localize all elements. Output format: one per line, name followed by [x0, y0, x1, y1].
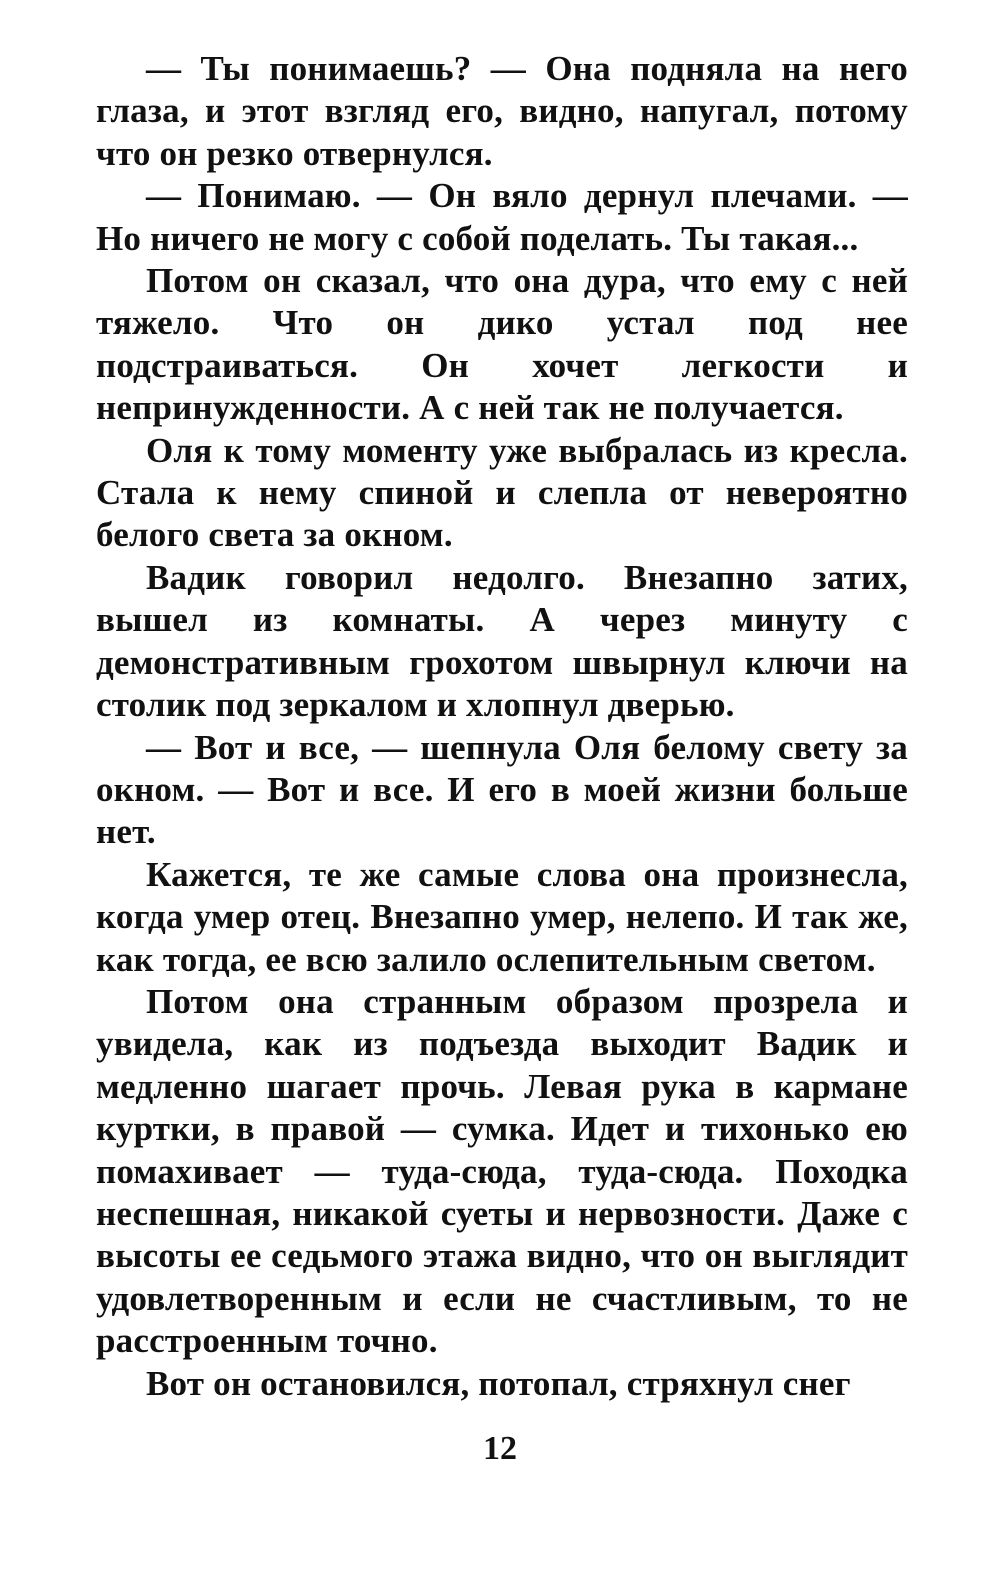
paragraph-2: — Понимаю. — Он вяло дернул плечами. — Но ничего не могу с собой поделать. Ты такая... [96, 176, 908, 258]
paragraph-1: — Ты понимаешь? — Она подняла на него глаза, и этот взгляд его, видно, напугал, потому что он резко отвернулся. [96, 49, 908, 173]
paragraph-9: Вот он остановился, потопал, стряхнул снег [146, 1363, 851, 1403]
paragraph-8: Потом она странным образом прозрела и увидела, как из подъезда выходит Вадик и медленно шагает прочь. Левая рука в кармане куртки, в правой — сумка. Идет и тихонько ею помахивает — туда-сюда, туда-сюда. Походка неспешная, никакой суеты и нервозности. Даже с высоты ее седьмого этажа видно, что он выглядит удовлетворенным и если не счастливым, то не расстроенным точно. [96, 981, 908, 1361]
paragraph-5: Вадик говорил недолго. Внезапно затих, вышел из комнаты. А через минуту с демонстративным грохотом швырнул ключи на столик под зеркалом и хлопнул дверью. [96, 557, 908, 725]
page-number: 12 [483, 1430, 517, 1467]
paragraph-3: Потом он сказал, что она дура, что ему с ней тяжело. Что он дико устал под нее подстраиваться. Он хочет легкости и непринужденности. А с ней так не получается. [96, 261, 908, 428]
paragraph-7: Кажется, те же самые слова она произнесла, когда умер отец. Внезапно умер, нелепо. И так же, как тогда, ее всю залило ослепительным светом. [96, 854, 908, 979]
body-text [96, 48, 908, 1405]
paragraph-6: — Вот и все, — шепнула Оля белому свету за окном. — Вот и все. И его в моей жизни больше нет. [96, 727, 908, 852]
paragraph-4: Оля к тому моменту уже выбралась из кресла. Стала к нему спиной и слепла от невероятно белого света за окном. [96, 430, 908, 555]
